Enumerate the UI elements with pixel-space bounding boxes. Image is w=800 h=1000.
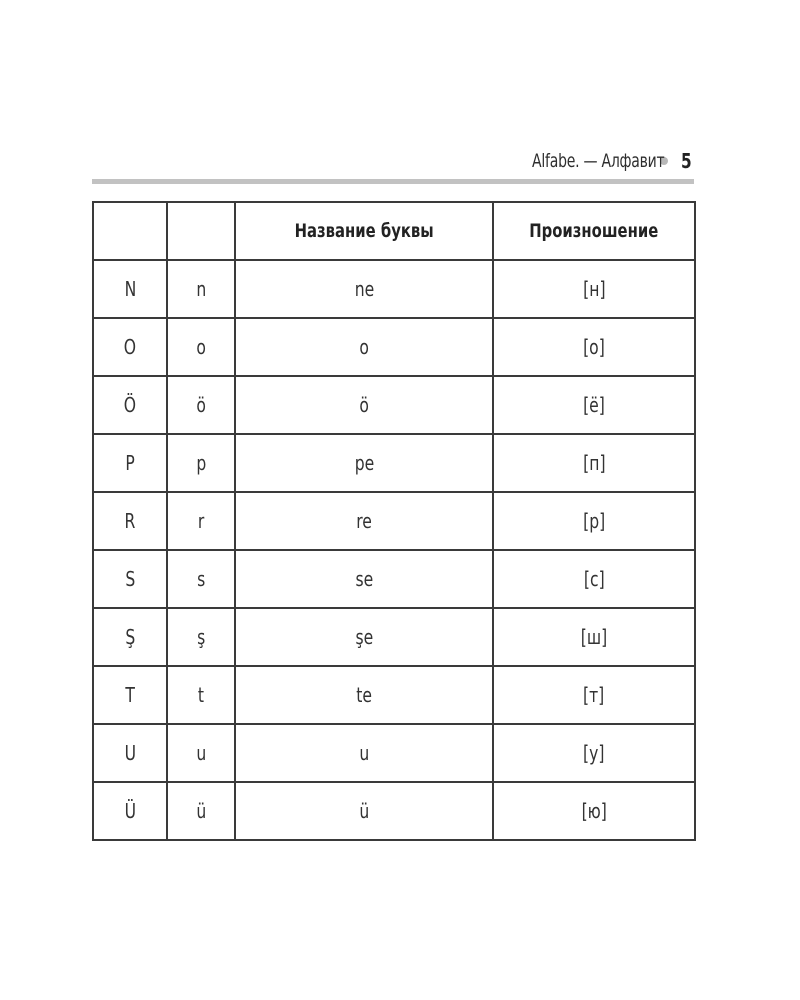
cell-letter-name: re <box>235 492 493 550</box>
column-header-pronunciation: Произношение <box>493 202 695 260</box>
cell-lowercase: ü <box>167 782 235 840</box>
cell-letter-name: pe <box>235 434 493 492</box>
cell-letter-name: ü <box>235 782 493 840</box>
table-row <box>93 492 695 550</box>
table-row <box>93 724 695 782</box>
cell-lowercase: s <box>167 550 235 608</box>
cell-pronunciation: [с] <box>493 550 695 608</box>
cell-uppercase: Ş <box>93 608 167 666</box>
cell-pronunciation: [у] <box>493 724 695 782</box>
table-row <box>93 608 695 666</box>
cell-pronunciation: [ю] <box>493 782 695 840</box>
cell-lowercase: ö <box>167 376 235 434</box>
column-header-upper <box>93 202 167 260</box>
table-header-row <box>93 202 695 260</box>
table-row <box>93 550 695 608</box>
cell-lowercase: t <box>167 666 235 724</box>
cell-uppercase: R <box>93 492 167 550</box>
cell-uppercase: P <box>93 434 167 492</box>
alphabet-table <box>92 201 696 841</box>
cell-letter-name: o <box>235 318 493 376</box>
cell-lowercase: o <box>167 318 235 376</box>
cell-letter-name: u <box>235 724 493 782</box>
cell-uppercase: Ö <box>93 376 167 434</box>
table-row <box>93 318 695 376</box>
column-header-letter-name: Название буквы <box>235 202 493 260</box>
cell-uppercase: Ü <box>93 782 167 840</box>
column-header-lower <box>167 202 235 260</box>
table-row <box>93 782 695 840</box>
cell-lowercase: r <box>167 492 235 550</box>
header-rule <box>92 179 694 184</box>
cell-uppercase: S <box>93 550 167 608</box>
cell-lowercase: u <box>167 724 235 782</box>
cell-pronunciation: [р] <box>493 492 695 550</box>
table-row <box>93 666 695 724</box>
page-number: 5 <box>681 149 693 173</box>
cell-pronunciation: [ё] <box>493 376 695 434</box>
cell-letter-name: ö <box>235 376 493 434</box>
cell-letter-name: şe <box>235 608 493 666</box>
table-row <box>93 260 695 318</box>
cell-letter-name: se <box>235 550 493 608</box>
cell-pronunciation: [п] <box>493 434 695 492</box>
cell-uppercase: U <box>93 724 167 782</box>
header-title: Alfabe. — Алфавит <box>532 150 665 172</box>
cell-pronunciation: [т] <box>493 666 695 724</box>
cell-letter-name: te <box>235 666 493 724</box>
table-row <box>93 376 695 434</box>
cell-lowercase: p <box>167 434 235 492</box>
cell-uppercase: N <box>93 260 167 318</box>
cell-lowercase: n <box>167 260 235 318</box>
cell-uppercase: O <box>93 318 167 376</box>
cell-pronunciation: [н] <box>493 260 695 318</box>
table-row <box>93 434 695 492</box>
running-header <box>93 146 693 176</box>
cell-lowercase: ş <box>167 608 235 666</box>
cell-pronunciation: [ш] <box>493 608 695 666</box>
cell-pronunciation: [о] <box>493 318 695 376</box>
cell-letter-name: ne <box>235 260 493 318</box>
cell-uppercase: T <box>93 666 167 724</box>
